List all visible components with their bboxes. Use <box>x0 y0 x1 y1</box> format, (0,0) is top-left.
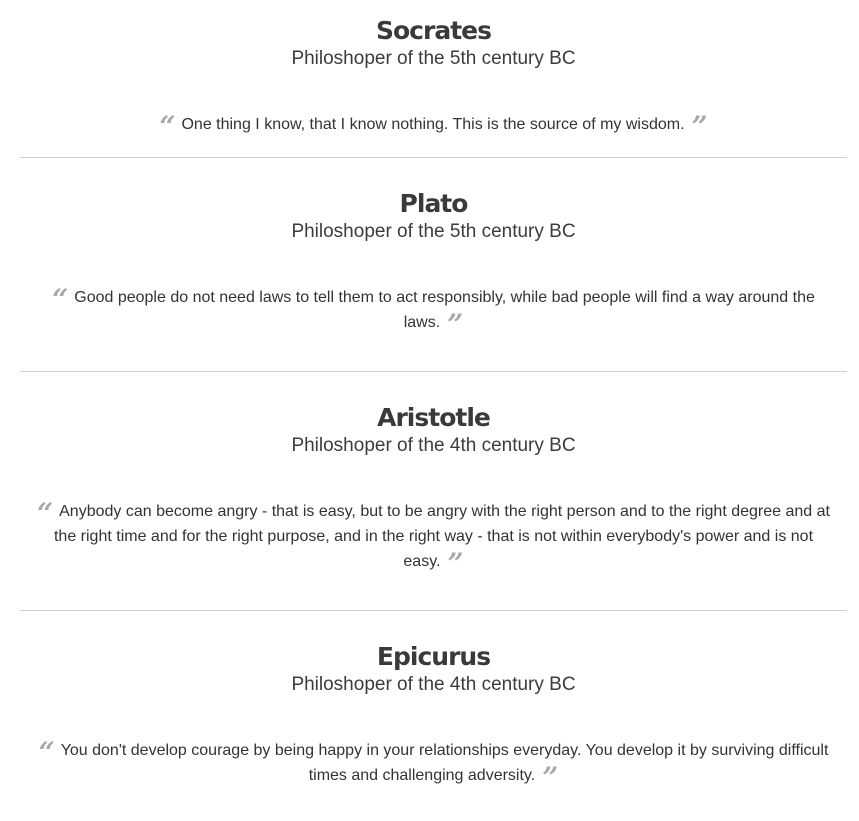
quote-text: You don't develop courage by being happy in your relationships everyday. You develop it by surviving difficult times and challenging adversity. <box>60 742 829 784</box>
open-quote-icon: “ <box>52 283 69 316</box>
quote-text: One thing I know, that I know nothing. This is the source of my wisdom. <box>181 116 685 133</box>
philosopher-era: Philoshoper of the 5th century BC <box>291 221 576 242</box>
philosopher-era: Philoshoper of the 4th century BC <box>291 674 576 695</box>
quote-text-block <box>20 283 847 341</box>
quote-text-block <box>20 736 847 794</box>
philosopher-era: Philoshoper of the 4th century BC <box>291 435 576 456</box>
quote-text: Anybody can become angry - that is easy, but to be angry with the right person and to the right degree and at the right time and for the right purpose, and in the right way - that is not within everybody's power and is not easy. <box>53 503 830 570</box>
open-quote-icon: “ <box>38 736 55 769</box>
quote-text: Good people do not need laws to tell them to act responsibly, while bad people will find a way around the laws. <box>74 289 815 331</box>
quote-card-aristotle <box>20 372 847 611</box>
close-quote-icon: ” <box>447 547 464 580</box>
close-quote-icon: ” <box>691 110 708 143</box>
quote-card-plato <box>20 158 847 372</box>
close-quote-icon: ” <box>542 761 559 794</box>
open-quote-icon: “ <box>159 110 176 143</box>
philosopher-era: Philoshoper of the 5th century BC <box>291 48 576 69</box>
quote-text-block <box>20 497 847 580</box>
philosopher-name: Epicurus <box>376 642 491 671</box>
open-quote-icon: “ <box>37 497 54 530</box>
quote-card-epicurus <box>20 611 847 794</box>
quote-card-socrates <box>20 0 847 158</box>
philosopher-name: Aristotle <box>377 403 490 432</box>
close-quote-icon: ” <box>447 308 464 341</box>
quote-text-block <box>20 110 847 143</box>
philosopher-name: Plato <box>399 189 468 218</box>
philosopher-name: Socrates <box>376 16 491 45</box>
